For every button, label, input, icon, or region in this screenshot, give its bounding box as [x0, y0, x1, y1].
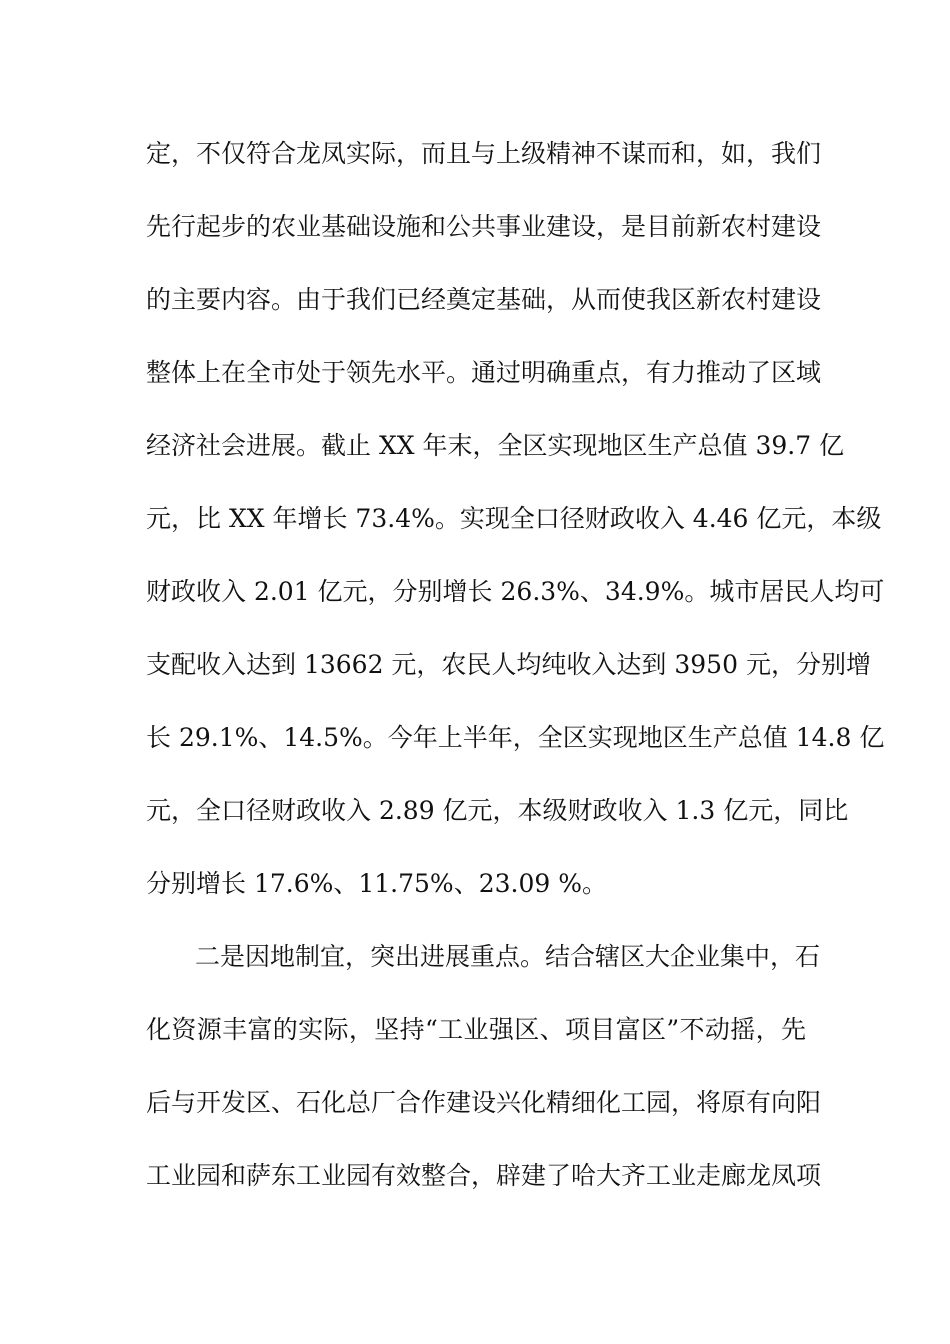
paragraph-line: 整体上在全市处于领先水平。通过明确重点，有力推动了区域 — [146, 358, 822, 387]
paragraph-first-line: 二是因地制宜，突出进展重点。结合辖区大企业集中，石 — [195, 942, 821, 971]
paragraph-line: 后与开发区、石化总厂合作建设兴化精细化工园，将原有向阳 — [146, 1088, 822, 1117]
paragraph-line: 财政收入 2.01 亿元，分别增长 26.3%、34.9%。城市居民人均可 — [146, 577, 885, 606]
paragraph-line: 分别增长 17.6%、11.75%、23.09 %。 — [146, 869, 607, 898]
paragraph-line: 先行起步的农业基础设施和公共事业建设，是目前新农村建设 — [146, 212, 822, 241]
paragraph-line: 经济社会进展。截止 XX 年末，全区实现地区生产总值 39.7 亿 — [146, 431, 845, 460]
paragraph-line: 化资源丰富的实际，坚持“工业强区、项目富区”不动摇，先 — [146, 1015, 806, 1044]
paragraph-line: 长 29.1%、14.5%。今年上半年，全区实现地区生产总值 14.8 亿 — [146, 723, 885, 752]
paragraph-line: 的主要内容。由于我们已经奠定基础，从而使我区新农村建设 — [146, 285, 822, 314]
paragraph-line: 元，比 XX 年增长 73.4%。实现全口径财政收入 4.46 亿元，本级 — [146, 504, 882, 533]
paragraph-line: 定，不仅符合龙凤实际，而且与上级精神不谋而和，如，我们 — [146, 139, 822, 168]
paragraph-line: 元，全口径财政收入 2.89 亿元，本级财政收入 1.3 亿元，同比 — [146, 796, 849, 825]
paragraph-line: 工业园和萨东工业园有效整合，辟建了哈大齐工业走廊龙凤项 — [146, 1161, 822, 1190]
paragraph-line: 支配收入达到 13662 元，农民人均纯收入达到 3950 元，分别增 — [146, 650, 871, 679]
